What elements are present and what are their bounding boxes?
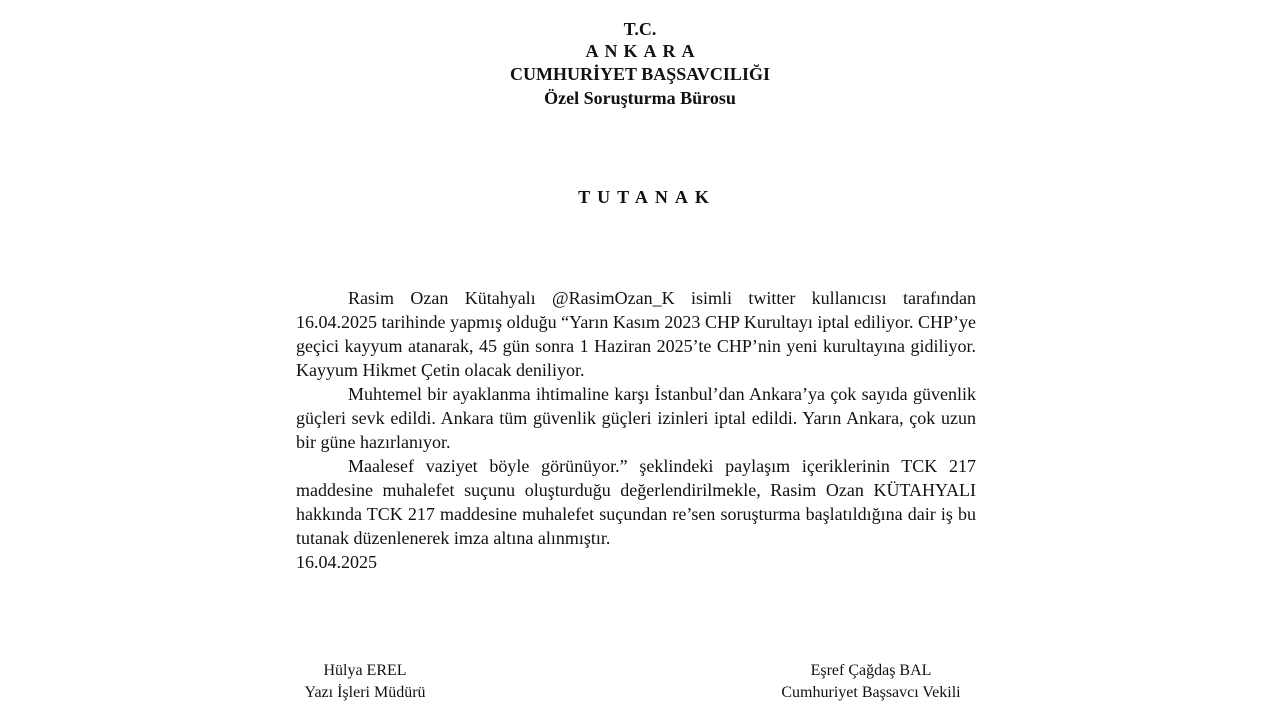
document-body <box>296 286 976 574</box>
signer-title-left: Yazı İşleri Müdürü <box>304 684 426 701</box>
signature-block-right <box>760 660 982 704</box>
letterhead-bureau: Özel Soruşturma Bürosu <box>544 88 736 108</box>
signer-title-right: Cumhuriyet Başsavcı Vekili <box>781 684 961 701</box>
document-date: 16.04.2025 <box>296 552 377 572</box>
letterhead-office: CUMHURİYET BAŞSAVCILIĞI <box>510 64 770 84</box>
body-paragraph-3: Maalesef vaziyet böyle görünüyor.” şeklindeki paylaşım içeriklerinin TCK 217 maddesine muhalefet suçunu oluşturduğu değerlendirilmekle, Rasim Ozan KÜTAHYALI hakkında TCK 217 maddesine muhalefet suçundan re’sen soruşturma başlatıldığına dair iş bu tutanak düzenlenerek imza altına alınmıştır. <box>296 456 976 548</box>
letterhead-city: ANKARA <box>585 41 701 61</box>
letterhead <box>0 18 1280 110</box>
signer-name-right: Eşref Çağdaş BAL <box>810 662 932 679</box>
signer-name-left: Hülya EREL <box>323 662 407 679</box>
letterhead-tc: T.C. <box>623 19 657 39</box>
signature-block-left <box>290 660 440 704</box>
document-title: TUTANAK <box>578 187 716 207</box>
body-paragraph-2: Muhtemel bir ayaklanma ihtimaline karşı İstanbul’dan Ankara’ya çok sayıda güvenlik güçleri sevk edildi. Ankara tüm güvenlik güçleri izinleri iptal edildi. Yarın Ankara, çok uzun bir güne hazırlanıyor. <box>296 384 976 452</box>
body-paragraph-1: Rasim Ozan Kütahyalı @RasimOzan_K isimli twitter kullanıcısı tarafından 16.04.2025 tarihinde yapmış olduğu “Yarın Kasım 2023 CHP Kurultayı iptal ediliyor. CHP’ye geçici kayyum atanarak, 45 gün sonra 1 Haziran 2025’te CHP’nin yeni kurultayına gidiliyor. Kayyum Hikmet Çetin olacak deniliyor. <box>296 288 976 380</box>
